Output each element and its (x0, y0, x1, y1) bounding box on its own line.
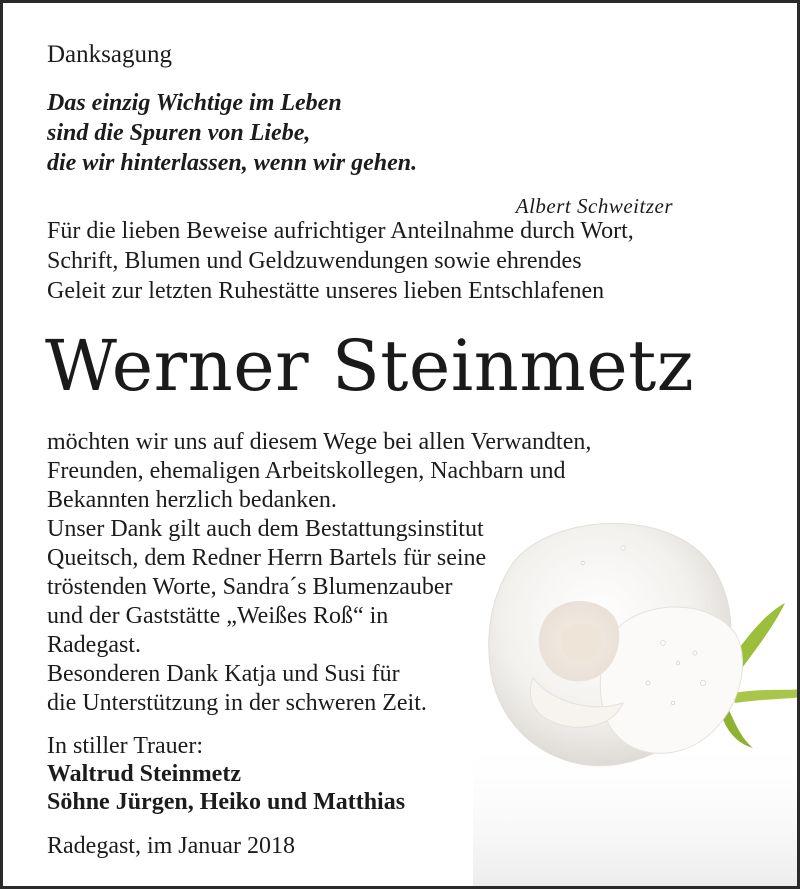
place-date: Radegast, im Januar 2018 (47, 833, 295, 859)
thanks-line: möchten wir uns auf diesem Wege bei allen Verwandten, (47, 429, 592, 455)
mourner-name: Waltrud Steinmetz (47, 761, 241, 787)
thanks-line: Unser Dank gilt auch dem Bestattungsinstitut (47, 516, 484, 542)
thanks-line: die Unterstützung in der schweren Zeit. (47, 690, 427, 716)
thanks-line: tröstenden Worte, Sandra´s Blumenzauber (47, 574, 453, 600)
quote-line: Das einzig Wichtige im Leben (47, 90, 342, 116)
deceased-name: Werner Steinmetz (45, 325, 695, 407)
quote-author: Albert Schweitzer (515, 194, 673, 218)
thanks-line: Queitsch, dem Redner Herrn Bartels für seine (47, 545, 487, 571)
intro-line: Für die lieben Beweise aufrichtiger Anteilnahme durch Wort, (47, 218, 634, 244)
thanks-line: Bekannten herzlich bedanken. (47, 487, 337, 513)
thanks-line: Freunden, ehemaligen Arbeitskollegen, Nachbarn und (47, 458, 566, 484)
thanks-line: Radegast. (47, 632, 141, 658)
mourning-label: In stiller Trauer: (47, 733, 203, 759)
intro-line: Geleit zur letzten Ruhestätte unseres lieben Entschlafenen (47, 278, 605, 304)
quote-line: sind die Spuren von Liebe, (47, 120, 311, 146)
mourner-name: Söhne Jürgen, Heiko und Matthias (47, 789, 406, 815)
intro-line: Schrift, Blumen und Geldzuwendungen sowie ehrendes (47, 248, 582, 274)
white-rose-image (473, 503, 800, 889)
thanks-line: und der Gaststätte „Weißes Roß“ in (47, 603, 389, 629)
thanks-line: Besonderen Dank Katja und Susi für (47, 661, 400, 687)
quote-line: die wir hinterlassen, wenn wir gehen. (47, 150, 418, 176)
heading-danksagung: Danksagung (47, 41, 172, 68)
